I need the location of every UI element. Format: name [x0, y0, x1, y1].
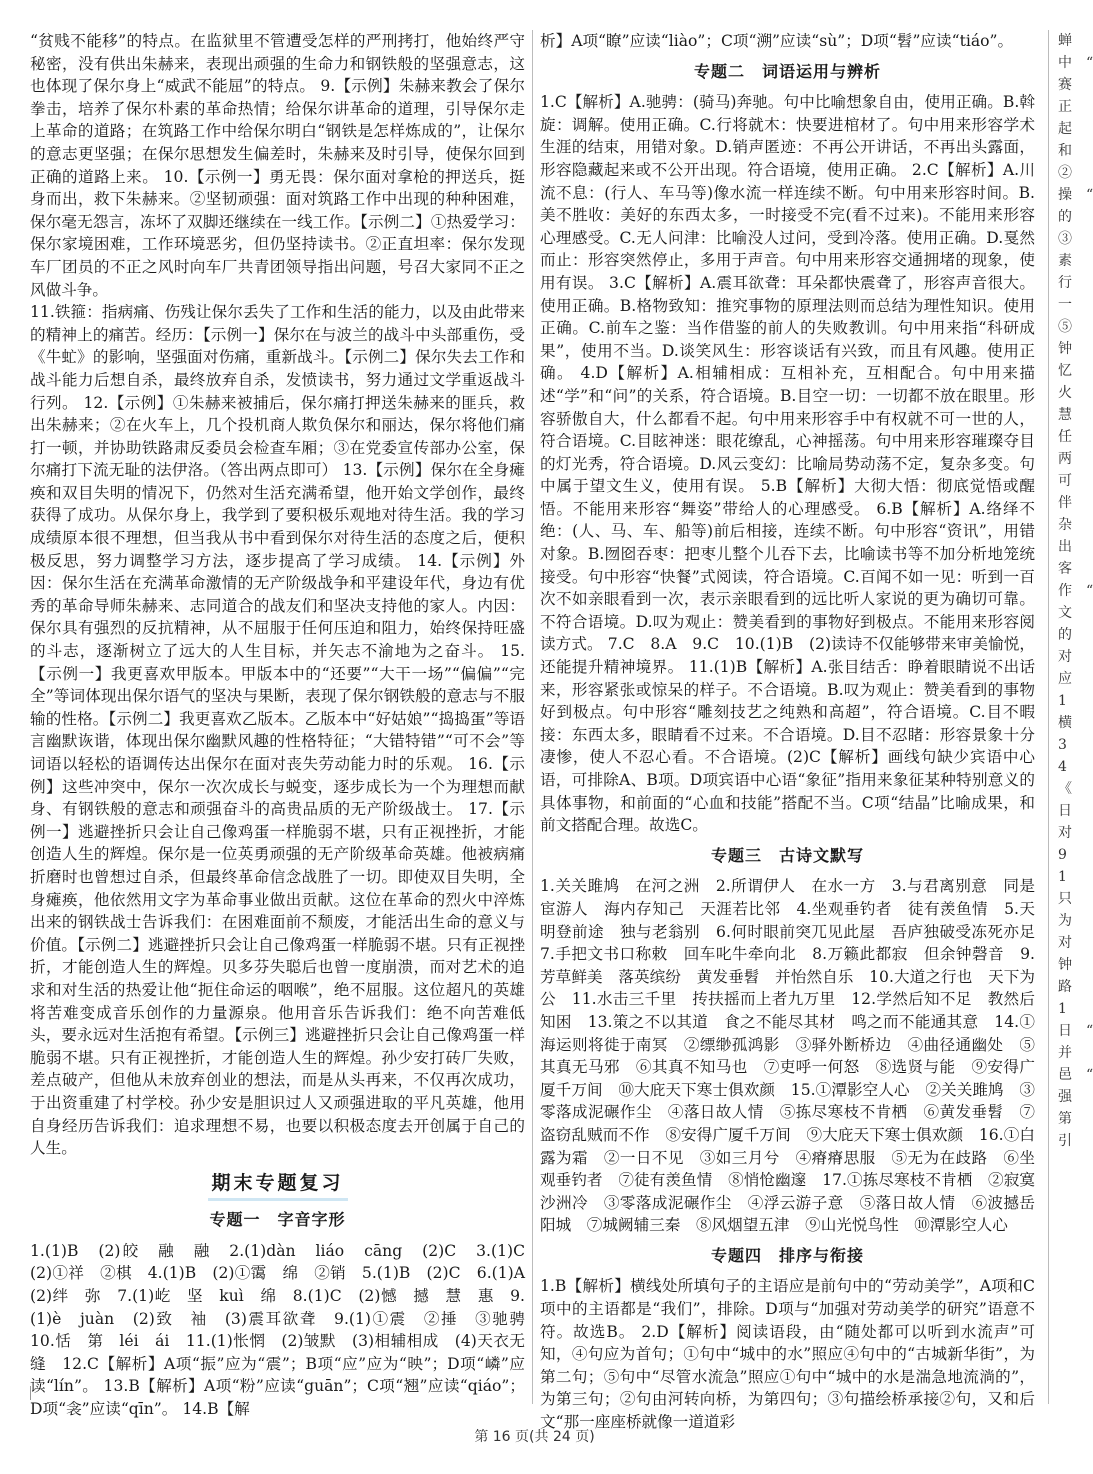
- topic-4-title: 专题四 排序与衔接: [710, 1245, 864, 1265]
- topic-3-answers: 1.关关雎鸠 在河之洲 2.所谓伊人 在水一方 3.与君离别意 同是宦游人 海内存知己 天涯若比邻 4.坐观垂钓者 徒有羡鱼情 5.天明登前途 独与老翁别 6.何时眼前突兀见此屋 吾庐独破受冻死亦足 7.手把文书口称敕 回车叱牛牵向北 8.万籁此都寂 但余钟磬音 9.芳草鲜美 落英缤纷 黄发垂髫 并怡然自乐 10.大道之行也 天下为公 11.水击三千里 抟扶摇而上者九万里 12.学然后知不足 教然后知困 13.策之不以其道 食之不能尽其材 鸣之而不能通其意 14.①海运则将徙于南冥 ②缥缈孤鸿影 ③驿外断桥边 ④曲径通幽处 ⑤其真无马邪 ⑥其真不知马也 ⑦吏呼一何怒 ⑧选贤与能 ⑨安得广厦千万间 ⑩大庇天下寒士俱欢颜 15.①潭影空人心 ②关关雎鸠 ③零落成泥碾作尘 ④落日故人情 ⑤拣尽寒枝不肯栖 ⑥黄发垂髫 ⑦盗窃乱贼而不作 ⑧安得广厦千万间 ⑨大庇天下寒士俱欢颜 16.①白露为霜 ②一日不见 ③如三月兮 ④瘠瘠思服 ⑤无为在歧路 ⑥坐观垂钓者 ⑦徒有羡鱼情 ⑧悄怆幽邃 17.①拣尽寒枝不肯栖 ②寂寞沙洲冷 ③零落成泥碾作尘 ④浮云游子意 ⑤落日故人情 ⑥波撼岳阳城 ⑦城阙辅三秦 ⑧风烟望五津 ⑨山光悦鸟性 ⑩潭影空人心: [540, 877, 1051, 1235]
- topic-3-title: 专题三 古诗文默写: [710, 845, 864, 865]
- topic-4-answers: 1.B【解析】横线处所填句子的主语应是前句中的“劳动美学”，A项和C项中的主语都是“我们”，排除。D项与“加强对劳动美学的研究”语意不符。故选B。 2.D【解析】阅读语段，由“随处都可以听到水流声”可知，④句应为首句；①句中“城中的水”照应④句中的“古城新华街”，为第二句；⑤句中“尽管水流急”照应①句中“城中的水是湍急地流淌的”，为第三句；②句由河转向桥，为第四句；③句描绘桥承接②句，又和后文“那一座座桥就像一道道彩: [540, 1277, 1035, 1432]
- answer-text-block-2: 11.铁箍：指病痛、伤残让保尔丢失了工作和生活的能力，以及由此带来的精神上的痛苦。经历：【示例一】保尔在与波兰的战斗中头部重伤，受《牛虻》的影响，坚强面对伤痛，重新战斗。【示例二】保尔失去工作和战斗能力后想自杀，最终放弃自杀，发愤读书，努力通过文学重返战斗行列。 12.【示例】①朱赫来被捕后，保尔痛打押送朱赫来的匪兵，救出朱赫来；②在火车上，几个投机商人欺负保尔和丽达，保尔将他们痛打一顿，并协助铁路肃反委员会检查车厢；③在党委宣传部办公室，保尔痛打下流无耻的法伊洛。（答出两点即可） 13.【示例】保尔在全身瘫痪和双目失明的情况下，仍然对生活充满希望，他开始文学创作，最终获得了成功。从保尔身上，我学到了要积极乐观地对待生活。我的学习成绩原本很不理想，但当我从书中看到保尔对待生活的态度之后，便积极反思，努力调整学习方法，逐步提高了学习成绩。 14.【示例】外因：保尔生活在充满革命激情的无产阶级战争和平建设年代，身边有优秀的革命导师朱赫来、志同道合的战友们和坚决支持他的家人。内因：保尔具有强烈的反抗精神，从不屈服于任何压迫和阻力，始终保持旺盛的斗志，逐渐树立了远大的人生目标，并矢志不渝地为之奋斗。 15.【示例一】我更喜欢甲版本。甲版本中的“还要”“大干一场”“偏偏”“完全”等词体现出保尔语气的坚决与果断，表现了保尔钢铁般的意志与不服输的性格。【示例二】我更喜欢乙版本。乙版本中“好姑娘”“捣捣蛋”等语言幽默诙谐，体现出保尔幽默风趣的性格特征；“大错特错”“可不会”等词语以轻松的语调传达出保尔在面对丧失劳动能力时的乐观。 16.【示例】这些冲突中，保尔一次次成长与蜕变，逐步成长为一个为理想而献身、有钢铁般的意志和顽强奋斗的高贵品质的无产阶级战士。 17.【示例一】逃避挫折只会让自己像鸡蛋一样脆弱不堪，只有正视挫折，才能创造人生的辉煌。保尔是一位英勇顽强的无产阶级革命英雄。他被病痛折磨时也曾想过自杀，但最终革命信念战胜了一切。即使双目失明，全身瘫痪，他依然用文字为革命事业做出贡献。这位在革命的烈火中淬炼出来的钢铁战士告诉我们：在困难面前不颓废，才能活出生命的意义与价值。【示例二】逃避挫折只会让自己像鸡蛋一样脆弱不堪。只有正视挫折，才能创造人生的辉煌。贝多芬失聪后也曾一度崩溃，而对艺术的追求和对生活的热爱让他“扼住命运的咽喉”，绝不屈服。这位超凡的英雄将苦难变成音乐创作的力量源泉。他用音乐告诉我们：绝不向苦难低头，要永远对生活抱有希望。【示例三】逃避挫折只会让自己像鸡蛋一样脆弱不堪。只有正视挫折，才能创造人生的辉煌。孙少安打砖厂失败，差点破产，但他从未放弃创业的想法，而是从头再来，不仅再次成功，于出资重建了村学校。孙少安是胆识过人又顽强进取的平凡英雄，他用自身经历告诉我们：追求理想不易，也要以积极态度去开创属于自己的人生。: [30, 303, 525, 1158]
- middle-column: [540, 30, 1051, 1434]
- review-section-title: 期末专题复习: [30, 1172, 525, 1202]
- topic-1-title: 专题一 字音字形: [209, 1210, 346, 1230]
- right-edge-clipped-column: 蝉 中 “ 赛 正 起 和 ② 操 “ 的 ③ 素 行 一 ⑤ 钟 忆 火 慧 任 两 可 伴 杂 出 客 作 “ 文 的 对 应 1 横 3 4 《 日 对 9 1 只 为 对 钟 路 1 日 “ 并 邑 “ 强 第 引: [1058, 33, 1093, 1149]
- topic-2-title: 专题二 词语运用与辨析: [693, 61, 881, 81]
- answer-text-block-1: “贫贱不能移”的特点。在监狱里不管遭受怎样的严刑拷打，他始终严守秘密，没有供出朱赫来，表现出顽强的生命力和钢铁般的坚强意志，这也体现了保尔身上“威武不能屈”的特点。 9.【示例】朱赫来教会了保尔拳击，培养了保尔朴素的革命热情；给保尔讲革命的道理，引导保尔走上革命的道路；在筑路工作中给保尔明白“钢铁是怎样炼成的”，让保尔的意志更坚强；在保尔思想发生偏差时，朱赫来及时引导，使保尔回到正确的道路上来。 10.【示例一】勇无畏：保尔面对拿枪的押送兵，挺身而出，救下朱赫来。②坚韧顽强：面对筑路工作中出现的种种困难，保尔毫无怨言，冻坏了双脚还继续在一线工作。【示例二】①热爱学习：保尔家境困难，工作环境恶劣，但仍坚持读书。②正直坦率：保尔发现车厂团员的不正之风时向车厂共青团领导指出问题，号召大家同不正之风做斗争。: [30, 32, 525, 299]
- topic-2-answers: 1.C【解析】A.驰骋：(骑马)奔驰。句中比喻想象自由，使用正确。B.斡旋：调解。使用正确。C.行将就木：快要进棺材了。句中用来形容学术生涯的结束，用错对象。D.销声匿迹：不再公开讲话，不再出头露面，形容隐藏起来或不公开出现。符合语境，使用正确。 2.C【解析】A.川流不息：(行人、车马等)像水流一样连续不断。句中用来形容时间。B.美不胜收：美好的东西太多，一时接受不完(看不过来)。不能用来形容心理感受。C.无人问津：比喻没人过问，受到冷落。使用正确。D.戛然而止：形容突然停止，多用于声音。句中用来形容交通拥堵的现象，使用有误。 3.C【解析】A.震耳欲聋：耳朵都快震聋了，形容声音很大。使用正确。B.格物致知：推究事物的原理法则而总结为理性知识。使用正确。C.前车之鉴：当作借鉴的前人的失败教训。句中用来指“科研成果”，使用不当。D.谈笑风生：形容谈话有兴致，而且有风趣。使用正确。 4.D【解析】A.相辅相成：互相补充，互相配合。句中用来描述“学”和“问”的关系，符合语境。B.目空一切：一切都不放在眼里。形容骄傲自大，什么都看不起。句中用来形容手中有权就不可一世的人，符合语境。C.目眩神迷：眼花缭乱，心神摇荡。句中用来形容璀璨夺目的灯光秀，符合语境。D.风云变幻：比喻局势动荡不定，复杂多变。句中属于望文生义，使用有误。 5.B【解析】大彻大悟：彻底觉悟或醒悟。不能用来形容“舞姿”带给人的心理感受。 6.B【解析】A.络绎不绝：(人、马、车、船等)前后相接，连续不断。句中形容“资讯”，用错对象。B.囫囵吞枣：把枣儿整个儿吞下去，比喻读书等不加分析地笼统接受。句中形容“快餐”式阅读，符合语境。C.百闻不如一见：听到一百次不如亲眼看到一次，表示亲眼看到的远比听人家说的更为确切可靠。不符合语境。D.叹为观止：赞美看到的事物好到极点。不能用来形容阅读方式。 7.C 8.A 9.C 10.(1)B (2)读诗不仅能够带来审美愉悦，还能提升精神境界。 11.(1)B【解析】A.张目结舌：睁着眼睛说不出话来，形容紧张或惊呆的样子。不合语境。B.叹为观止：赞美看到的事物好到极点。句中形容“雕刻技艺之纯熟和高超”，符合语境。C.目不暇接：东西太多，眼睛看不过来。不合语境。D.目不忍睹：形容景象十分凄惨，使人不忍心看。不合语境。(2)C【解析】画线句缺少宾语中心语，可排除A、B项。D项宾语中心语“象征”指用来象征某种特别意义的具体事物，和前面的“心血和技能”搭配不当。C项“结晶”比喻成果，和前文搭配合理。故选C。: [540, 93, 1035, 835]
- page-footer: 第 16 页(共 24 页): [474, 1429, 595, 1445]
- topic-1-answers: 1.(1)B (2)皎 融 融 2.(1)dàn liáo cāng (2)C 3.(1)C (2)①祥 ②棋 4.(1)B (2)①霭 绵 ②销 5.(1)B (2)C 6.(1)A (2)绊 弥 7.(1)屹 坚 kuì 绵 8.(1)C (2)憾 撼 慧 惠 9.(1)è juàn (2)致 袖 (3)震耳欲聋 9.(1)①震 ②捶 ③驰骋 10.恬 第 léi ái 11.(1)怅惘 (2)皱默 (3)相辅相成 (4)天衣无缝 12.C【解析】A项“振”应为“震”；B项“应”应为“映”；D项“嶙”应读“lín”。 13.B【解析】A项“粉”应读“guān”；C项“翘”应读“qiáo”；D项“衾”应读“qīn”。 14.B【解: [30, 1241, 541, 1419]
- column-divider-left: [532, 30, 533, 1404]
- left-column: [30, 30, 541, 1421]
- topic-1-answers-continued: 析】A项“瞭”应读“liào”；C项“溯”应读“sù”；D项“髫”应读“tiáo”。: [540, 32, 1014, 50]
- column-divider-right: [1048, 30, 1049, 1404]
- margin-mark: [30, 1386, 32, 1400]
